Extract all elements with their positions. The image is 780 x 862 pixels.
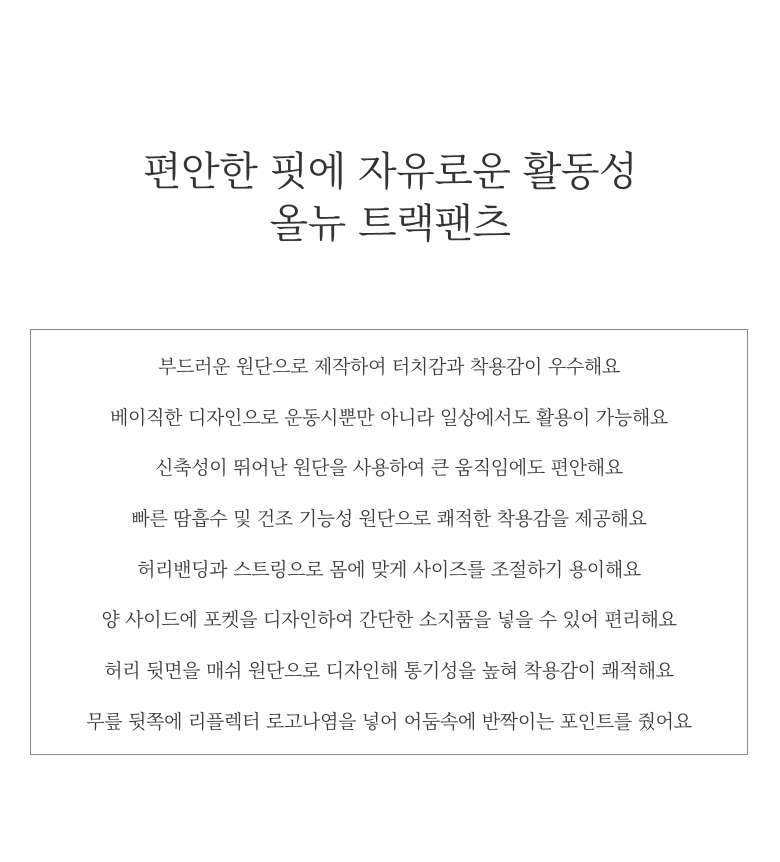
feature-item: 부드러운 원단으로 제작하여 터치감과 착용감이 우수해요 <box>158 356 620 378</box>
feature-item: 신축성이 뛰어난 원단을 사용하여 큰 움직임에도 편안해요 <box>155 457 623 480</box>
feature-item: 허리 뒷면을 매쉬 원단으로 디자인해 통기성을 높혀 착용감이 쾌적해요 <box>104 660 674 683</box>
feature-item: 베이직한 디자인으로 운동시뿐만 아니라 일상에서도 활용이 가능해요 <box>109 406 668 429</box>
feature-item: 빠른 땀흡수 및 건조 기능성 원단으로 쾌적한 착용감을 제공해요 <box>131 508 647 531</box>
feature-item: 양 사이드에 포켓을 디자인하여 간단한 소지품을 넣을 수 있어 편리해요 <box>101 609 677 632</box>
feature-item: 무릎 뒷쪽에 리플렉터 로고나염을 넣어 어둠속에 반짝이는 포인트를 줬어요 <box>86 710 692 733</box>
feature-list <box>30 329 748 755</box>
headline-line-1: 편안한 핏에 자유로운 활동성 <box>142 149 638 195</box>
headline-line-2: 올뉴 트랙팬츠 <box>269 201 511 247</box>
product-headline <box>0 146 780 250</box>
feature-item: 허리밴딩과 스트링으로 몸에 맞게 사이즈를 조절하기 용이해요 <box>137 558 641 581</box>
